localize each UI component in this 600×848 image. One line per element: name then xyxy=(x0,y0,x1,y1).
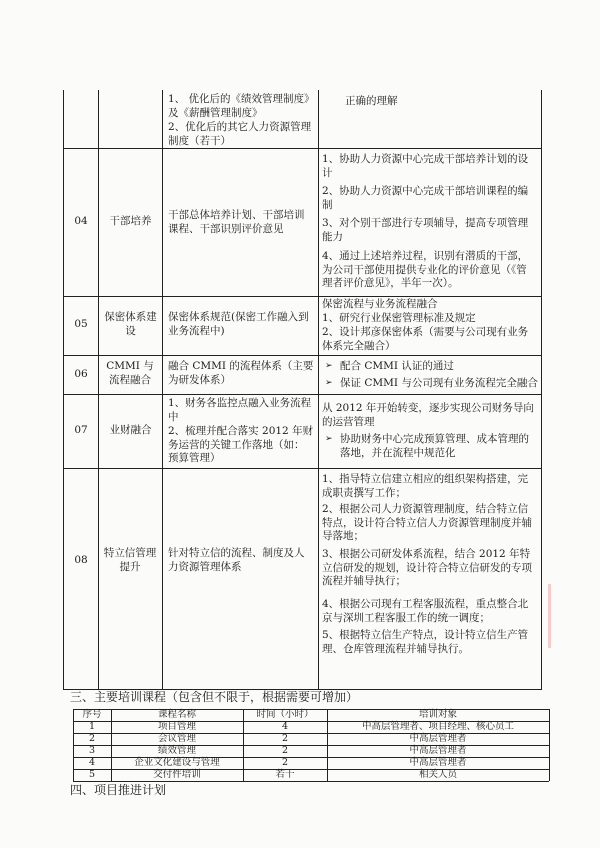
table-cell: 4 xyxy=(88,757,96,768)
description-line: 正确的理解 xyxy=(345,95,398,107)
row-number: 08 xyxy=(74,554,88,566)
row-item-name: 干部培养 xyxy=(109,215,152,227)
arrow-bullet-icon: ➢ xyxy=(325,434,333,444)
table-cell: 3 xyxy=(88,745,96,756)
deliverable-line: 1、 优化后的《绩效管理制度》及《薪酬管理制度》 xyxy=(168,93,310,119)
deliverable-line: 保密体系规范(保密工作融入到业务流程中) xyxy=(168,311,309,337)
deliverable-line: 2、梳理并配合落实 2012 年财务运营的关键工作落地（如：预算管理） xyxy=(168,425,314,464)
description-line: 5、根据特立信生产特点，设计特立信生产管理、仓库管理流程并辅导执行。 xyxy=(322,629,529,655)
row-number: 06 xyxy=(74,368,88,380)
table-cell: 交付件培训 xyxy=(153,769,201,780)
description-line: 保密流程与业务流程融合 xyxy=(322,298,438,310)
table-cell: 中高层管理者 xyxy=(409,757,467,768)
deliverable-line: 1、财务各监控点融入业务流程中 xyxy=(168,397,312,423)
description-line: 2、设计邦彦保密体系（需要与公司现有业务体系完全融合） xyxy=(322,326,529,352)
table-cell: 1 xyxy=(88,721,96,732)
description-line: 配合 CMMI 认证的通过 xyxy=(340,360,454,372)
description-line: 1、协助人力资源中心完成干部培养计划的设计 xyxy=(322,153,529,179)
table-cell: 项目管理 xyxy=(157,721,196,732)
row-number: 07 xyxy=(74,424,88,436)
arrow-bullet-icon: ➢ xyxy=(325,361,333,371)
table-cell: 2 xyxy=(281,757,289,768)
row-number: 05 xyxy=(74,318,88,330)
table-cell: 2 xyxy=(281,745,289,756)
table-cell: 2 xyxy=(88,733,96,744)
row-item-name: 业财融合 xyxy=(109,424,152,436)
table-cell: 企业文化建设与管理 xyxy=(134,757,220,768)
column-header: 时间（小时） xyxy=(256,709,314,720)
column-header: 序号 xyxy=(82,709,102,720)
description-line: 4、通过上述培养过程，识别有潜质的干部，为公司干部使用提供专业化的评价意见（《管理者评价意见》，半年一次）。 xyxy=(322,250,529,289)
table-cell: 中高层管理者 xyxy=(409,745,467,756)
description-line: 保证 CMMI 与公司现有业务流程完全融合 xyxy=(340,377,538,389)
column-header: 培训对象 xyxy=(418,709,457,720)
description-line: 2、协助人力资源中心完成干部培训课程的编制 xyxy=(322,185,529,211)
deliverable-line: 干部总体培养计划、干部培训课程、干部识别评价意见 xyxy=(168,209,305,235)
row-item-name: 保密体系建设 xyxy=(104,311,157,337)
row-number: 04 xyxy=(74,215,88,227)
row-item-name: CMMI 与流程融合 xyxy=(106,360,154,386)
table-cell: 5 xyxy=(88,769,96,780)
table-cell: 会议管理 xyxy=(157,733,196,744)
deliverable-line: 融合 CMMI 的流程体系（主要为研发体系） xyxy=(168,360,314,386)
deliverable-line: 针对特立信的流程、制度及人力资源管理体系 xyxy=(168,547,305,573)
section-heading: 三、主要培训课程（包含但不限于，根据需要可增加） xyxy=(70,690,359,704)
description-line: 4、根据公司现有工程客服流程，重点整合北京与深圳工程客服工作的统一调度； xyxy=(322,598,529,624)
row-item-name: 特立信管理提升 xyxy=(103,547,157,573)
table-cell: 2 xyxy=(281,733,289,744)
description-line: 协助财务中心完成预算管理、成本管理的落地，并在流程中规范化 xyxy=(340,433,529,459)
table-cell: 若干 xyxy=(275,769,295,780)
table-cell: 相关人员 xyxy=(418,769,457,780)
description-line: 3、对个别干部进行专项辅导，提高专项管理能力 xyxy=(322,217,529,243)
table-cell: 4 xyxy=(281,721,289,732)
description-line: 2、根据公司人力资源管理制度，结合特立信特点，设计符合特立信人力资源管理制度并辅导落地； xyxy=(322,503,532,542)
stain-mark xyxy=(548,584,551,648)
arrow-bullet-icon: ➢ xyxy=(325,378,333,388)
table-cell: 绩效管理 xyxy=(157,745,196,756)
column-header: 课程名称 xyxy=(157,709,196,720)
section-heading: 四、项目推进计划 xyxy=(70,783,167,797)
deliverable-line: 2、优化后的其它人力资源管理制度（若干） xyxy=(168,121,312,147)
table-cell: 中高层管理者 xyxy=(409,733,467,744)
description-line: 从 2012 年开始转变，逐步实现公司财务导向的运营管理 xyxy=(322,402,534,428)
description-line: 3、根据公司研发体系流程，结合 2012 年特立信研发的规划，设计符合特立信研发的专项流程并辅导执行； xyxy=(322,548,532,587)
description-line: 1、指导特立信建立相应的组织架构搭建，完成职责撰写工作； xyxy=(322,473,529,499)
description-line: 1、研究行业保密管理标准及规定 xyxy=(322,312,476,324)
table-cell: 中高层管理者、项目经理、核心员工 xyxy=(361,721,514,732)
